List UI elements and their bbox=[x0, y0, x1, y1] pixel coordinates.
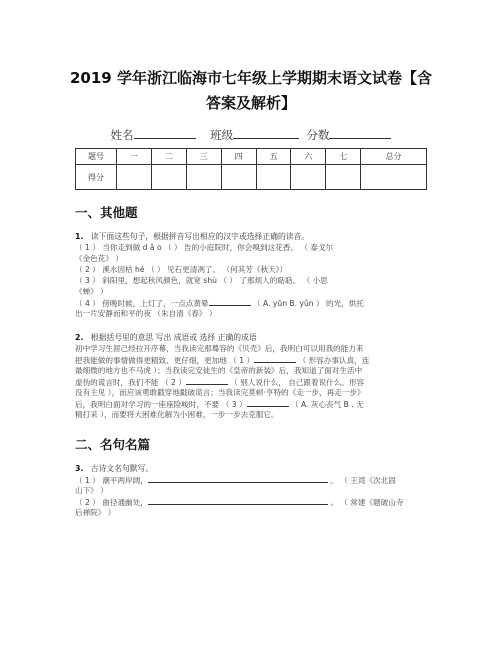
question-line: 《金色花》 ） bbox=[75, 254, 123, 263]
class-blank bbox=[233, 126, 299, 139]
question-line bbox=[75, 298, 364, 309]
answer-blank[interactable] bbox=[186, 377, 228, 385]
class-label: 班级 bbox=[210, 128, 234, 142]
question-number: 1. bbox=[75, 232, 84, 241]
question-line bbox=[75, 399, 364, 410]
score-table-header-row bbox=[76, 149, 427, 165]
answer-blank[interactable] bbox=[148, 497, 328, 505]
question-line: 山下》 ） bbox=[75, 486, 108, 495]
document-title-line2: 答案及解析】 bbox=[205, 94, 296, 112]
question-line-text: （ A. 灰心丧气 B . 无 bbox=[290, 400, 364, 409]
question-1-stem bbox=[75, 232, 309, 243]
question-number: 2. bbox=[75, 333, 84, 342]
score-cell[interactable] bbox=[151, 165, 186, 190]
answer-blank[interactable] bbox=[254, 355, 296, 363]
question-stem-text: 根据括号里的意思 写出 成语或 选择 正确的成语 bbox=[90, 333, 257, 342]
question-line-text: （ 1 ） 潮平两岸阔， bbox=[75, 476, 148, 485]
question-line: （ 3 ） 斜阳里，想起秋风颜色，就宽 shù （ ） 了那烦人的聒聒。 （ 小思 bbox=[75, 276, 328, 285]
score-table-header-cell: 二 bbox=[151, 149, 186, 165]
question-line-text: （ 别人说什么， 自己跟着说什么。形容 bbox=[230, 378, 365, 387]
question-line bbox=[75, 377, 364, 388]
question-2-stem bbox=[75, 333, 257, 344]
score-cell[interactable] bbox=[186, 165, 221, 190]
answer-blank[interactable] bbox=[247, 399, 289, 407]
score-cell[interactable] bbox=[221, 165, 256, 190]
question-line: 没有主见 ），而应该勇敢戳穿地戳破谎言；当我读完莫顿·亨特的《走一步，再走一步》 bbox=[75, 388, 365, 397]
score-table-header-cell: 一 bbox=[117, 149, 152, 165]
section-heading-1: 一、其他题 bbox=[75, 205, 138, 220]
question-line: 出一片安静而和平的夜 （朱自清《春》 ） bbox=[75, 309, 217, 318]
section-heading-2: 二、名句名篇 bbox=[75, 437, 151, 452]
score-table-header-cell: 七 bbox=[326, 149, 361, 165]
score-cell[interactable] bbox=[361, 165, 427, 190]
question-3-stem bbox=[75, 464, 153, 475]
question-line-text: 。 （ 常建《题破山寺 bbox=[330, 498, 404, 507]
score-cell[interactable] bbox=[291, 165, 326, 190]
question-line-text: 虚伪的谎言时，我们不能 （ 2 ） bbox=[75, 378, 186, 387]
question-line-text: 后，我明白面对学习的一座座险峻时，不要 （ 3 ） bbox=[75, 400, 247, 409]
question-line: （ 2 ） 溪水因枯 hé （ ） 见石更清冽了。 （何其芳《秋天》） bbox=[75, 265, 288, 274]
question-line: （ 1 ） 当你走到做 d ǎ o （ ） 告的小庭院时，你会嗅到这花香。 （ 泰戈尔 bbox=[75, 243, 334, 252]
score-cell[interactable] bbox=[326, 165, 361, 190]
question-line-text: （ 4 ） 傍晚时候，上灯了，一点点黄晕 bbox=[75, 299, 209, 308]
question-line-text: （ A. yūn B. yǔn ） 的光，烘托 bbox=[253, 299, 364, 308]
score-table-header-cell: 四 bbox=[221, 149, 256, 165]
question-line: 初中学习生涯已经拉开序幕，当我读完那蓦容的《贝壳》后，我明白可以用我的能力来 bbox=[75, 344, 364, 353]
question-line: 后禅院》 ） bbox=[75, 508, 116, 517]
question-line: 最细微的地方也不马虎 ）；当我读完安徒生的《皇帝的新装》后，我知道了面对生活中 bbox=[75, 366, 363, 375]
question-line-text: 。 （ 王湾《次北固 bbox=[330, 476, 396, 485]
question-line: 《蝉》 ） bbox=[75, 287, 108, 296]
answer-blank[interactable] bbox=[209, 298, 251, 306]
question-line bbox=[75, 355, 369, 366]
name-label: 姓名 bbox=[110, 128, 134, 142]
document-title-line1: 2019 学年浙江临海市七年级上学期期末语文试卷【含 bbox=[70, 69, 432, 87]
score-table bbox=[75, 148, 427, 190]
score-blank bbox=[329, 126, 391, 139]
student-info-line bbox=[0, 126, 502, 143]
question-line-text: （ 形容办事认真，连 bbox=[298, 356, 370, 365]
answer-blank[interactable] bbox=[148, 475, 328, 483]
question-line-text: 把我能做的事情做得更精致、更仔细，更加地 （ 1 ） bbox=[75, 356, 255, 365]
question-line bbox=[75, 497, 403, 508]
question-line bbox=[75, 475, 396, 486]
question-line-text: （ 2 ） 曲径通幽处， bbox=[75, 498, 148, 507]
score-label: 分数 bbox=[306, 128, 330, 142]
score-row-label: 得分 bbox=[76, 165, 117, 190]
question-stem-text: 古诗文名句默写。 bbox=[90, 464, 154, 473]
question-stem-text: 读下面这些句子，根据拼音写出相应的汉字或选择正确的读音。 bbox=[90, 232, 310, 241]
question-line: 精打采 ），而要将大困难化解为小困难，一步一步去克服它。 bbox=[75, 410, 279, 419]
question-number: 3. bbox=[75, 464, 84, 473]
score-table-header-cell: 题号 bbox=[76, 149, 117, 165]
score-table-score-row bbox=[76, 165, 427, 190]
score-cell[interactable] bbox=[117, 165, 152, 190]
score-table-header-cell: 六 bbox=[291, 149, 326, 165]
score-table-header-cell: 总分 bbox=[361, 149, 427, 165]
name-blank bbox=[134, 126, 196, 139]
score-cell[interactable] bbox=[256, 165, 291, 190]
score-table-header-cell: 五 bbox=[256, 149, 291, 165]
score-table-header-cell: 三 bbox=[186, 149, 221, 165]
